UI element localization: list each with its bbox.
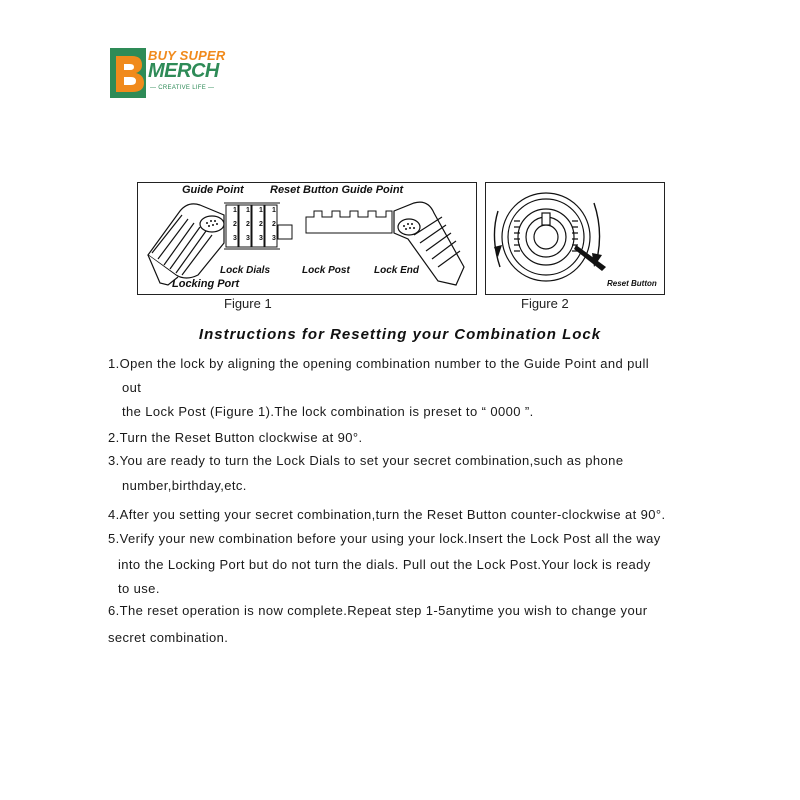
label-guide-point: Guide Point	[182, 184, 244, 196]
figure-2-diagram	[485, 182, 665, 295]
dial-digit: 3	[246, 235, 250, 242]
dial-digit: 2	[246, 221, 250, 228]
instruction-line: 4.After you setting your secret combination,turn the Reset Button counter-clockwise at 90°.	[108, 507, 666, 522]
lock-end-view-illustration	[486, 183, 664, 294]
figure-2-caption: Figure 2	[521, 296, 569, 311]
figure-1-caption: Figure 1	[224, 296, 272, 311]
instruction-line: 6.The reset operation is now complete.Repeat step 1-5anytime you wish to change your	[108, 603, 648, 618]
dial-digit: 2	[259, 221, 263, 228]
instruction-line: out	[122, 380, 142, 395]
label-reset-button: Reset Button	[607, 279, 657, 288]
instruction-line: secret combination.	[108, 630, 229, 645]
dial-digit: 3	[272, 235, 276, 242]
dial-digit: 1	[233, 207, 237, 214]
figure-1-diagram	[137, 182, 477, 295]
logo-text-main: MERCH	[148, 60, 219, 82]
instruction-line: into the Locking Port but do not turn the dials. Pull out the Lock Post.Your lock is ready	[118, 557, 651, 572]
logo-tagline: — CREATIVE LIFE —	[150, 85, 215, 91]
instructions-heading: Instructions for Resetting your Combination Lock	[198, 326, 602, 343]
logo-text-top: BUY SUPER	[148, 48, 226, 63]
brand-logo	[110, 48, 230, 100]
label-lock-end: Lock End	[374, 265, 420, 276]
label-lock-dials: Lock Dials	[220, 265, 271, 276]
dial-digit: 3	[259, 235, 263, 242]
label-lock-post: Lock Post	[302, 265, 350, 276]
instruction-line: 2.Turn the Reset Button clockwise at 90°.	[108, 430, 363, 445]
label-reset-button-guide-point: Reset Button Guide Point	[270, 184, 404, 196]
instruction-line: the Lock Post (Figure 1).The lock combination is preset to “ 0000 ”.	[122, 404, 534, 419]
logo-mark-icon	[110, 48, 148, 98]
instruction-line: to use.	[118, 581, 160, 596]
dial-digit: 1	[272, 207, 276, 214]
dial-digit: 2	[233, 221, 237, 228]
dial-digit: 1	[246, 207, 250, 214]
instruction-line: 1.Open the lock by aligning the opening combination number to the Guide Point and pull	[108, 356, 650, 371]
dial-digit: 1	[259, 207, 263, 214]
instruction-line: 3.You are ready to turn the Lock Dials to set your secret combination,such as phone	[108, 453, 624, 468]
dial-digit: 3	[233, 235, 237, 242]
instruction-line: number,birthday,etc.	[122, 478, 247, 493]
instruction-line: 5.Verify your new combination before your using your lock.Insert the Lock Post all the way	[108, 531, 661, 546]
label-locking-port: Locking Port	[172, 278, 240, 290]
dial-digit: 2	[272, 221, 276, 228]
